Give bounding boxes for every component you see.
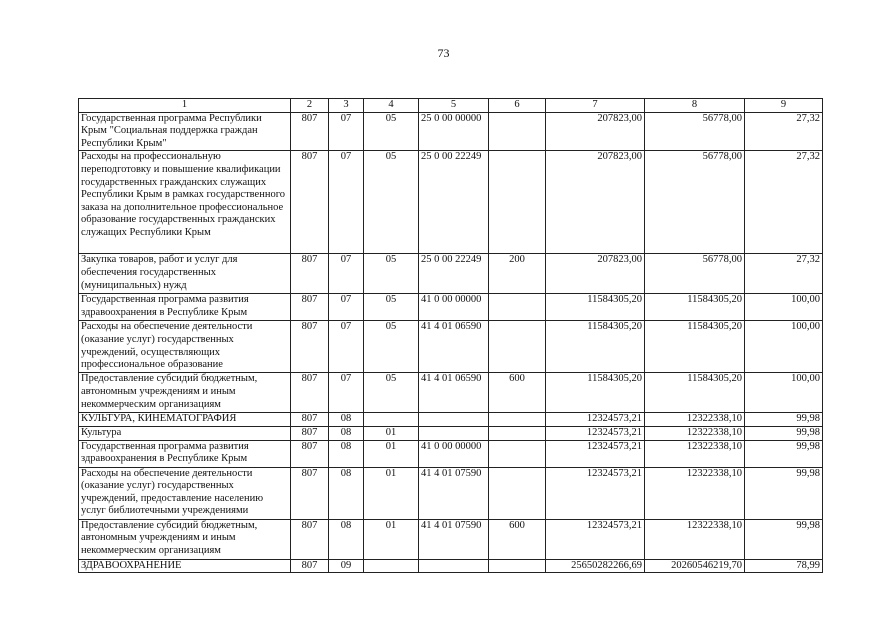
cell-col6: 600 (489, 519, 546, 559)
cell-col4: 05 (364, 373, 419, 413)
table-header-row (79, 99, 823, 113)
cell-col9: 99,98 (745, 426, 823, 440)
row-name: Расходы на профессиональную переподготовку и повышение квалификации государственных гражданских служащих Республики Крым в рамках государственного заказа на дополнительное профессиональное образование государственных гражданских служащих Республики Крым (79, 151, 291, 254)
cell-col6: 200 (489, 254, 546, 294)
cell-col5 (419, 559, 489, 573)
cell-col8: 56778,00 (645, 254, 745, 294)
column-header: 1 (79, 99, 291, 113)
cell-col9: 27,32 (745, 151, 823, 254)
cell-col2: 807 (291, 254, 329, 294)
cell-col8: 20260546219,70 (645, 559, 745, 573)
cell-col6 (489, 112, 546, 151)
column-header: 5 (419, 99, 489, 113)
table-row (79, 254, 823, 294)
cell-col2: 807 (291, 151, 329, 254)
row-name: КУЛЬТУРА, КИНЕМАТОГРАФИЯ (79, 413, 291, 427)
cell-col2: 807 (291, 426, 329, 440)
cell-col7: 11584305,20 (546, 373, 645, 413)
cell-col5: 41 4 01 06590 (419, 321, 489, 373)
cell-col9: 99,98 (745, 413, 823, 427)
row-name: Государственная программа Республики Крым "Социальная поддержка граждан Республики Крым" (79, 112, 291, 151)
cell-col9: 99,98 (745, 440, 823, 467)
cell-col9: 99,98 (745, 519, 823, 559)
table-row (79, 151, 823, 254)
cell-col7: 207823,00 (546, 151, 645, 254)
table-row (79, 413, 823, 427)
column-header: 9 (745, 99, 823, 113)
cell-col9: 100,00 (745, 321, 823, 373)
cell-col9: 100,00 (745, 373, 823, 413)
row-name: Государственная программа развития здравоохранения в Республике Крым (79, 294, 291, 321)
cell-col7: 11584305,20 (546, 321, 645, 373)
cell-col3: 08 (329, 519, 364, 559)
cell-col9: 100,00 (745, 294, 823, 321)
cell-col9: 99,98 (745, 467, 823, 519)
cell-col3: 07 (329, 151, 364, 254)
cell-col7: 12324573,21 (546, 413, 645, 427)
cell-col6 (489, 294, 546, 321)
cell-col5: 41 0 00 00000 (419, 440, 489, 467)
row-name: Предоставление субсидий бюджетным, автономным учреждениям и иным некоммерческим организациям (79, 373, 291, 413)
cell-col9: 27,32 (745, 112, 823, 151)
budget-table (78, 98, 823, 573)
cell-col3: 08 (329, 440, 364, 467)
cell-col8: 56778,00 (645, 151, 745, 254)
cell-col5: 25 0 00 22249 (419, 254, 489, 294)
cell-col4 (364, 413, 419, 427)
cell-col3: 07 (329, 373, 364, 413)
cell-col5: 41 0 00 00000 (419, 294, 489, 321)
row-name: ЗДРАВООХРАНЕНИЕ (79, 559, 291, 573)
row-name: Предоставление субсидий бюджетным, автономным учреждениям и иным некоммерческим организациям (79, 519, 291, 559)
cell-col5 (419, 413, 489, 427)
cell-col6 (489, 413, 546, 427)
cell-col3: 08 (329, 413, 364, 427)
cell-col3: 07 (329, 254, 364, 294)
cell-col7: 12324573,21 (546, 519, 645, 559)
cell-col2: 807 (291, 559, 329, 573)
cell-col8: 12322338,10 (645, 519, 745, 559)
cell-col6: 600 (489, 373, 546, 413)
cell-col9: 78,99 (745, 559, 823, 573)
cell-col3: 07 (329, 112, 364, 151)
table-row (79, 321, 823, 373)
table-row (79, 559, 823, 573)
table-row (79, 426, 823, 440)
cell-col6 (489, 467, 546, 519)
table-row (79, 294, 823, 321)
page-number: 73 (437, 46, 450, 60)
cell-col2: 807 (291, 413, 329, 427)
row-name: Расходы на обеспечение деятельности (оказание услуг) государственных учреждений, предоставление населению услуг библиотечными учреждениями (79, 467, 291, 519)
cell-col5: 25 0 00 22249 (419, 151, 489, 254)
cell-col4: 05 (364, 321, 419, 373)
cell-col7: 12324573,21 (546, 426, 645, 440)
cell-col3: 07 (329, 321, 364, 373)
column-header: 4 (364, 99, 419, 113)
row-name: Расходы на обеспечение деятельности (оказание услуг) государственных учреждений, осуществляющих профессиональное образование (79, 321, 291, 373)
cell-col7: 25650282266,69 (546, 559, 645, 573)
cell-col3: 08 (329, 467, 364, 519)
row-name: Культура (79, 426, 291, 440)
cell-col3: 07 (329, 294, 364, 321)
column-header: 6 (489, 99, 546, 113)
cell-col7: 12324573,21 (546, 440, 645, 467)
cell-col6 (489, 559, 546, 573)
cell-col8: 11584305,20 (645, 294, 745, 321)
cell-col4: 05 (364, 294, 419, 321)
cell-col7: 207823,00 (546, 254, 645, 294)
row-name: Государственная программа развития здравоохранения в Республике Крым (79, 440, 291, 467)
cell-col4: 05 (364, 112, 419, 151)
cell-col8: 12322338,10 (645, 467, 745, 519)
cell-col8: 12322338,10 (645, 426, 745, 440)
cell-col5: 41 4 01 07590 (419, 519, 489, 559)
cell-col8: 11584305,20 (645, 373, 745, 413)
cell-col8: 11584305,20 (645, 321, 745, 373)
column-header: 3 (329, 99, 364, 113)
cell-col5: 41 4 01 06590 (419, 373, 489, 413)
cell-col8: 56778,00 (645, 112, 745, 151)
cell-col7: 11584305,20 (546, 294, 645, 321)
row-name: Закупка товаров, работ и услуг для обеспечения государственных (муниципальных) нужд (79, 254, 291, 294)
cell-col7: 207823,00 (546, 112, 645, 151)
cell-col2: 807 (291, 294, 329, 321)
cell-col5: 41 4 01 07590 (419, 467, 489, 519)
cell-col6 (489, 426, 546, 440)
table-row (79, 519, 823, 559)
cell-col8: 12322338,10 (645, 413, 745, 427)
table-row (79, 373, 823, 413)
cell-col5 (419, 426, 489, 440)
cell-col3: 09 (329, 559, 364, 573)
cell-col2: 807 (291, 112, 329, 151)
cell-col6 (489, 321, 546, 373)
cell-col2: 807 (291, 519, 329, 559)
cell-col2: 807 (291, 321, 329, 373)
table-row (79, 440, 823, 467)
cell-col6 (489, 151, 546, 254)
table-row (79, 112, 823, 151)
cell-col2: 807 (291, 440, 329, 467)
cell-col6 (489, 440, 546, 467)
column-header: 8 (645, 99, 745, 113)
cell-col5: 25 0 00 00000 (419, 112, 489, 151)
cell-col4: 05 (364, 254, 419, 294)
cell-col4 (364, 559, 419, 573)
cell-col9: 27,32 (745, 254, 823, 294)
column-header: 2 (291, 99, 329, 113)
cell-col4: 01 (364, 440, 419, 467)
cell-col2: 807 (291, 467, 329, 519)
column-header: 7 (546, 99, 645, 113)
cell-col4: 01 (364, 426, 419, 440)
cell-col8: 12322338,10 (645, 440, 745, 467)
cell-col4: 01 (364, 467, 419, 519)
cell-col2: 807 (291, 373, 329, 413)
cell-col4: 01 (364, 519, 419, 559)
cell-col7: 12324573,21 (546, 467, 645, 519)
cell-col4: 05 (364, 151, 419, 254)
cell-col3: 08 (329, 426, 364, 440)
table-row (79, 467, 823, 519)
